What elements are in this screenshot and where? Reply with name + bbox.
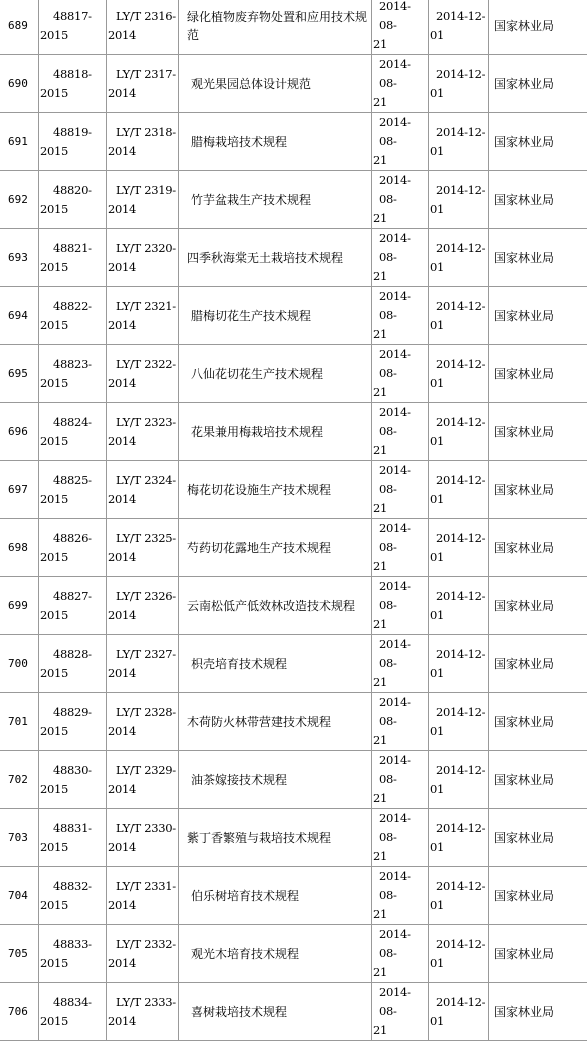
standard-name: 观光果园总体设计规范 [179, 55, 372, 113]
issuing-department: 国家林业局 [489, 55, 587, 113]
row-number: 699 [0, 577, 39, 635]
effective-date: 2014-12- 01 [429, 693, 489, 751]
standard-name: 木荷防火林带营建技术规程 [179, 693, 372, 751]
approval-date: 2014-08- 21 [372, 867, 429, 925]
standard-name: 紫丁香繁殖与栽培技术规程 [179, 809, 372, 867]
table-row [0, 287, 587, 345]
table-row [0, 229, 587, 287]
issuing-department: 国家林业局 [489, 751, 587, 809]
filing-code: 48829- 2015 [39, 693, 107, 751]
table-row [0, 403, 587, 461]
table-row [0, 809, 587, 867]
filing-code: 48831- 2015 [39, 809, 107, 867]
row-number: 690 [0, 55, 39, 113]
approval-date: 2014-08- 21 [372, 403, 429, 461]
standard-number: LY/T 2329- 2014 [107, 751, 179, 809]
standard-name: 梅花切花设施生产技术规程 [179, 461, 372, 519]
effective-date: 2014-12- 01 [429, 751, 489, 809]
approval-date: 2014-08- 21 [372, 229, 429, 287]
row-number: 706 [0, 983, 39, 1041]
standard-number: LY/T 2317- 2014 [107, 55, 179, 113]
effective-date: 2014-12- 01 [429, 171, 489, 229]
standard-name: 伯乐树培育技术规程 [179, 867, 372, 925]
row-number: 698 [0, 519, 39, 577]
standard-number: LY/T 2330- 2014 [107, 809, 179, 867]
filing-code: 48820- 2015 [39, 171, 107, 229]
filing-code: 48827- 2015 [39, 577, 107, 635]
issuing-department: 国家林业局 [489, 925, 587, 983]
filing-code: 48821- 2015 [39, 229, 107, 287]
filing-code: 48824- 2015 [39, 403, 107, 461]
standard-name: 八仙花切花生产技术规程 [179, 345, 372, 403]
issuing-department: 国家林业局 [489, 461, 587, 519]
row-number: 694 [0, 287, 39, 345]
standard-number: LY/T 2322- 2014 [107, 345, 179, 403]
filing-code: 48822- 2015 [39, 287, 107, 345]
standard-number: LY/T 2318- 2014 [107, 113, 179, 171]
standard-number: LY/T 2320- 2014 [107, 229, 179, 287]
standard-number: LY/T 2333- 2014 [107, 983, 179, 1041]
standard-name: 枳壳培育技术规程 [179, 635, 372, 693]
effective-date: 2014-12- 01 [429, 519, 489, 577]
approval-date: 2014-08- 21 [372, 693, 429, 751]
approval-date: 2014-08- 21 [372, 577, 429, 635]
row-number: 697 [0, 461, 39, 519]
table-row [0, 113, 587, 171]
standard-number: LY/T 2328- 2014 [107, 693, 179, 751]
table-row [0, 345, 587, 403]
filing-code: 48830- 2015 [39, 751, 107, 809]
approval-date: 2014-08- 21 [372, 113, 429, 171]
row-number: 704 [0, 867, 39, 925]
approval-date: 2014-08- 21 [372, 287, 429, 345]
table-row [0, 0, 587, 55]
standard-number: LY/T 2319- 2014 [107, 171, 179, 229]
effective-date: 2014-12- 01 [429, 113, 489, 171]
table-row [0, 461, 587, 519]
standard-number: LY/T 2331- 2014 [107, 867, 179, 925]
approval-date: 2014-08- 21 [372, 345, 429, 403]
issuing-department: 国家林业局 [489, 403, 587, 461]
effective-date: 2014-12- 01 [429, 983, 489, 1041]
standard-number: LY/T 2325- 2014 [107, 519, 179, 577]
effective-date: 2014-12- 01 [429, 229, 489, 287]
issuing-department: 国家林业局 [489, 345, 587, 403]
filing-code: 48823- 2015 [39, 345, 107, 403]
standard-name: 竹芋盆栽生产技术规程 [179, 171, 372, 229]
row-number: 702 [0, 751, 39, 809]
filing-code: 48819- 2015 [39, 113, 107, 171]
table-row [0, 171, 587, 229]
standard-name: 油茶嫁接技术规程 [179, 751, 372, 809]
standard-number: LY/T 2326- 2014 [107, 577, 179, 635]
approval-date: 2014-08- 21 [372, 171, 429, 229]
table-row [0, 867, 587, 925]
standard-number: LY/T 2324- 2014 [107, 461, 179, 519]
issuing-department: 国家林业局 [489, 867, 587, 925]
row-number: 692 [0, 171, 39, 229]
issuing-department: 国家林业局 [489, 693, 587, 751]
issuing-department: 国家林业局 [489, 635, 587, 693]
standard-name: 观光木培育技术规程 [179, 925, 372, 983]
filing-code: 48826- 2015 [39, 519, 107, 577]
issuing-department: 国家林业局 [489, 809, 587, 867]
filing-code: 48828- 2015 [39, 635, 107, 693]
issuing-department: 国家林业局 [489, 983, 587, 1041]
filing-code: 48834- 2015 [39, 983, 107, 1041]
row-number: 689 [0, 0, 39, 55]
row-number: 691 [0, 113, 39, 171]
standard-number: LY/T 2323- 2014 [107, 403, 179, 461]
row-number: 695 [0, 345, 39, 403]
approval-date: 2014-08- 21 [372, 0, 429, 55]
filing-code: 48817- 2015 [39, 0, 107, 55]
row-number: 705 [0, 925, 39, 983]
approval-date: 2014-08- 21 [372, 809, 429, 867]
effective-date: 2014-12- 01 [429, 345, 489, 403]
issuing-department: 国家林业局 [489, 577, 587, 635]
issuing-department: 国家林业局 [489, 287, 587, 345]
effective-date: 2014-12- 01 [429, 0, 489, 55]
table-row [0, 983, 587, 1041]
effective-date: 2014-12- 01 [429, 809, 489, 867]
standard-number: LY/T 2316- 2014 [107, 0, 179, 55]
row-number: 696 [0, 403, 39, 461]
approval-date: 2014-08- 21 [372, 751, 429, 809]
approval-date: 2014-08- 21 [372, 635, 429, 693]
standard-name: 云南松低产低效林改造技术规程 [179, 577, 372, 635]
standard-number: LY/T 2321- 2014 [107, 287, 179, 345]
standard-name: 腊梅栽培技术规程 [179, 113, 372, 171]
approval-date: 2014-08- 21 [372, 55, 429, 113]
approval-date: 2014-08- 21 [372, 925, 429, 983]
filing-code: 48833- 2015 [39, 925, 107, 983]
filing-code: 48832- 2015 [39, 867, 107, 925]
standard-number: LY/T 2332- 2014 [107, 925, 179, 983]
table-row [0, 751, 587, 809]
issuing-department: 国家林业局 [489, 519, 587, 577]
approval-date: 2014-08- 21 [372, 461, 429, 519]
effective-date: 2014-12- 01 [429, 461, 489, 519]
standard-name: 绿化植物废弃物处置和应用技术规范 [179, 0, 372, 55]
standard-name: 腊梅切花生产技术规程 [179, 287, 372, 345]
table-row [0, 577, 587, 635]
effective-date: 2014-12- 01 [429, 867, 489, 925]
table-row [0, 635, 587, 693]
issuing-department: 国家林业局 [489, 229, 587, 287]
effective-date: 2014-12- 01 [429, 55, 489, 113]
effective-date: 2014-12- 01 [429, 287, 489, 345]
table-row [0, 693, 587, 751]
issuing-department: 国家林业局 [489, 0, 587, 55]
effective-date: 2014-12- 01 [429, 925, 489, 983]
standard-name: 四季秋海棠无土栽培技术规程 [179, 229, 372, 287]
filing-code: 48825- 2015 [39, 461, 107, 519]
standard-name: 花果兼用梅栽培技术规程 [179, 403, 372, 461]
table-row [0, 925, 587, 983]
table-row [0, 55, 587, 113]
standard-name: 喜树栽培技术规程 [179, 983, 372, 1041]
row-number: 693 [0, 229, 39, 287]
effective-date: 2014-12- 01 [429, 403, 489, 461]
effective-date: 2014-12- 01 [429, 635, 489, 693]
row-number: 701 [0, 693, 39, 751]
standard-number: LY/T 2327- 2014 [107, 635, 179, 693]
filing-code: 48818- 2015 [39, 55, 107, 113]
approval-date: 2014-08- 21 [372, 519, 429, 577]
row-number: 700 [0, 635, 39, 693]
approval-date: 2014-08- 21 [372, 983, 429, 1041]
standard-name: 芍药切花露地生产技术规程 [179, 519, 372, 577]
effective-date: 2014-12- 01 [429, 577, 489, 635]
table-row [0, 519, 587, 577]
issuing-department: 国家林业局 [489, 113, 587, 171]
row-number: 703 [0, 809, 39, 867]
issuing-department: 国家林业局 [489, 171, 587, 229]
